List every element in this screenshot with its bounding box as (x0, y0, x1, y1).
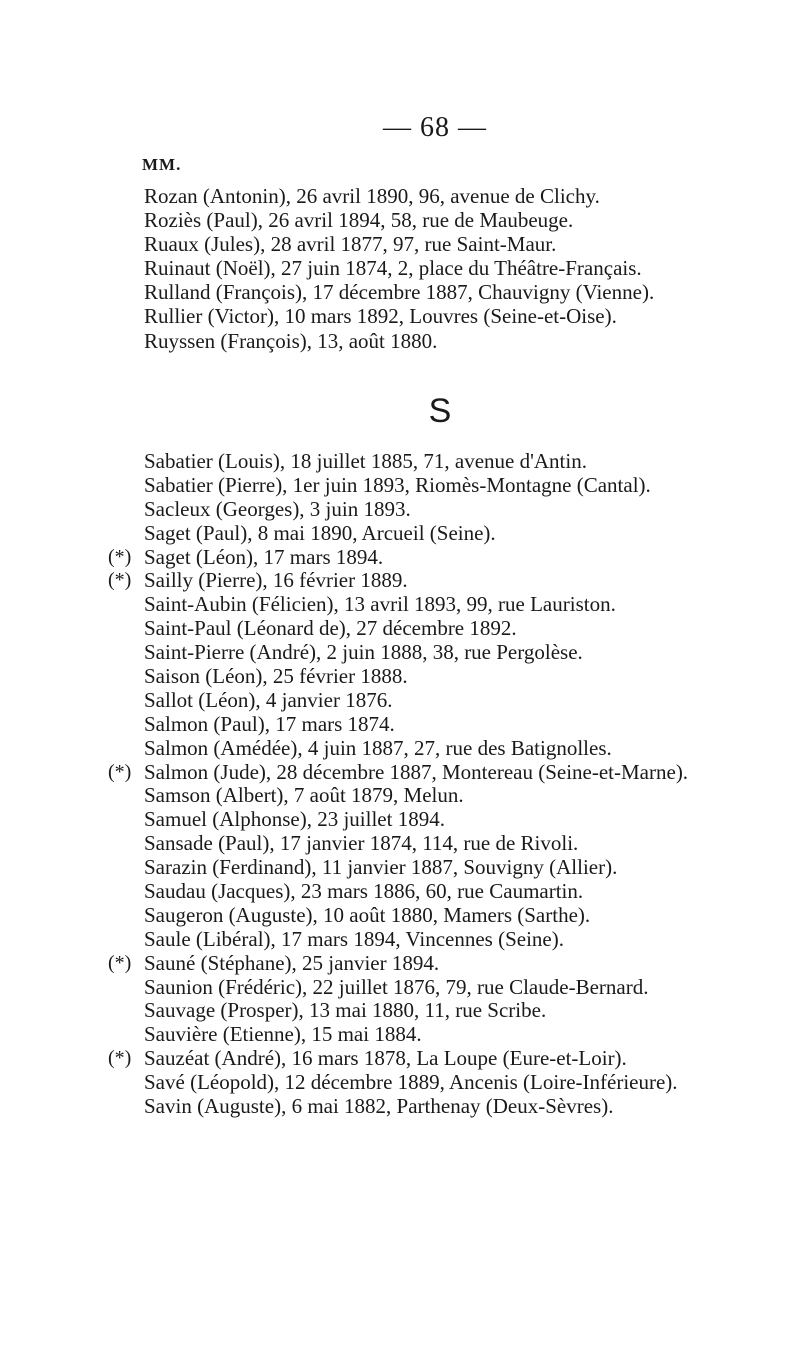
list-item (0, 304, 800, 328)
list-item (0, 928, 800, 952)
entry-text: Rullier (Victor), 10 mars 1892, Louvres (Seine-et-Oise). (144, 304, 617, 329)
list-item (0, 665, 800, 689)
entry-text: Saugeron (Auguste), 10 août 1880, Mamers (Sarthe). (144, 902, 591, 927)
entry-text: Saudau (Jacques), 23 mars 1886, 60, rue Caumartin. (144, 879, 584, 904)
list-item (0, 280, 800, 304)
entry-text: Saint-Paul (Léonard de), 27 décembre 1892. (144, 616, 517, 641)
entry-text: Salmon (Jude), 28 décembre 1887, Montereau (Seine-et-Marne). (144, 759, 689, 784)
honorific-prefix: MM. (142, 155, 182, 174)
list-item (0, 880, 800, 904)
list-item (0, 1047, 800, 1071)
entry-text: Sauvage (Prosper), 13 mai 1880, 11, rue Scribe. (144, 998, 547, 1023)
entry-text: Salmon (Paul), 17 mars 1874. (144, 711, 395, 736)
list-item (0, 952, 800, 976)
entry-text: Saget (Paul), 8 mai 1890, Arcueil (Seine). (144, 520, 496, 545)
list-item (0, 713, 800, 737)
section-heading: S (428, 392, 452, 430)
entry-text: Saison (Léon), 25 février 1888. (144, 664, 408, 689)
entry-text: Saint-Aubin (Félicien), 13 avril 1893, 99, rue Lauriston. (144, 592, 616, 617)
entry-text: Sauvière (Etienne), 15 mai 1884. (144, 1022, 422, 1047)
entry-text: Saint-Pierre (André), 2 juin 1888, 38, rue Pergolèse. (144, 640, 583, 665)
page-number: — 68 — (383, 112, 487, 143)
entry-text: Roziès (Paul), 26 avril 1894, 58, rue de Maubeuge. (144, 208, 574, 233)
entry-marker: (*) (108, 951, 132, 974)
list-item (0, 832, 800, 856)
entry-text: Sauné (Stéphane), 25 janvier 1894. (144, 950, 440, 975)
entry-text: Sallot (Léon), 4 janvier 1876. (144, 687, 393, 712)
list-item (0, 522, 800, 546)
list-item (0, 569, 800, 593)
list-item (0, 232, 800, 256)
list-item (0, 546, 800, 570)
entry-text: Samson (Albert), 7 août 1879, Melun. (144, 783, 464, 808)
list-item (0, 976, 800, 1000)
entry-text: Rulland (François), 17 décembre 1887, Chauvigny (Vienne). (144, 280, 655, 305)
entry-text: Sauzéat (André), 16 mars 1878, La Loupe (Eure-et-Loir). (144, 1046, 627, 1071)
entry-marker: (*) (108, 569, 132, 592)
list-item (0, 450, 800, 474)
list-item (0, 617, 800, 641)
list-item (0, 904, 800, 928)
list-item (0, 641, 800, 665)
entry-text: Saget (Léon), 17 mars 1894. (144, 544, 384, 569)
list-item (0, 999, 800, 1023)
list-item (0, 784, 800, 808)
entry-text: Rozan (Antonin), 26 avril 1890, 96, avenue de Clichy. (144, 184, 600, 208)
list-item (0, 1023, 800, 1047)
r-entry-list (0, 184, 800, 353)
list-item (0, 689, 800, 713)
list-item (0, 474, 800, 498)
s-entry-list (0, 450, 800, 1119)
entry-marker: (*) (108, 545, 132, 568)
entry-marker: (*) (108, 760, 132, 783)
list-item (0, 737, 800, 761)
entry-text: Sailly (Pierre), 16 février 1889. (144, 568, 408, 593)
entry-text: Ruaux (Jules), 28 avril 1877, 97, rue Saint-Maur. (144, 232, 557, 257)
list-item (0, 856, 800, 880)
list-item (0, 208, 800, 232)
list-item (0, 1071, 800, 1095)
entry-text: Savé (Léopold), 12 décembre 1889, Ancenis (Loire-Inférieure). (144, 1070, 678, 1095)
entry-text: Sabatier (Pierre), 1er juin 1893, Riomès-Montagne (Cantal). (144, 472, 651, 497)
list-item (0, 761, 800, 785)
entry-text: Sansade (Paul), 17 janvier 1874, 114, rue de Rivoli. (144, 831, 579, 856)
entry-text: Ruyssen (François), 13, août 1880. (144, 328, 438, 353)
entry-text: Sabatier (Louis), 18 juillet 1885, 71, avenue d'Antin. (144, 449, 587, 473)
list-item (0, 593, 800, 617)
entry-text: Saunion (Frédéric), 22 juillet 1876, 79, rue Claude-Bernard. (144, 974, 649, 999)
list-item (0, 184, 800, 208)
entry-text: Samuel (Alphonse), 23 juillet 1894. (144, 807, 445, 832)
entry-text: Sarazin (Ferdinand), 11 janvier 1887, Souvigny (Allier). (144, 855, 618, 880)
entry-text: Ruinaut (Noël), 27 juin 1874, 2, place du Théâtre-Français. (144, 256, 642, 281)
entry-marker: (*) (108, 1047, 132, 1070)
list-item (0, 808, 800, 832)
list-item (0, 1095, 800, 1119)
entry-text: Sacleux (Georges), 3 juin 1893. (144, 496, 411, 521)
entry-text: Salmon (Amédée), 4 juin 1887, 27, rue des Batignolles. (144, 735, 612, 760)
entry-text: Savin (Auguste), 6 mai 1882, Parthenay (Deux-Sèvres). (144, 1094, 614, 1119)
list-item (0, 498, 800, 522)
list-item (0, 329, 800, 353)
entry-text: Saule (Libéral), 17 mars 1894, Vincennes (Seine). (144, 926, 564, 951)
list-item (0, 256, 800, 280)
